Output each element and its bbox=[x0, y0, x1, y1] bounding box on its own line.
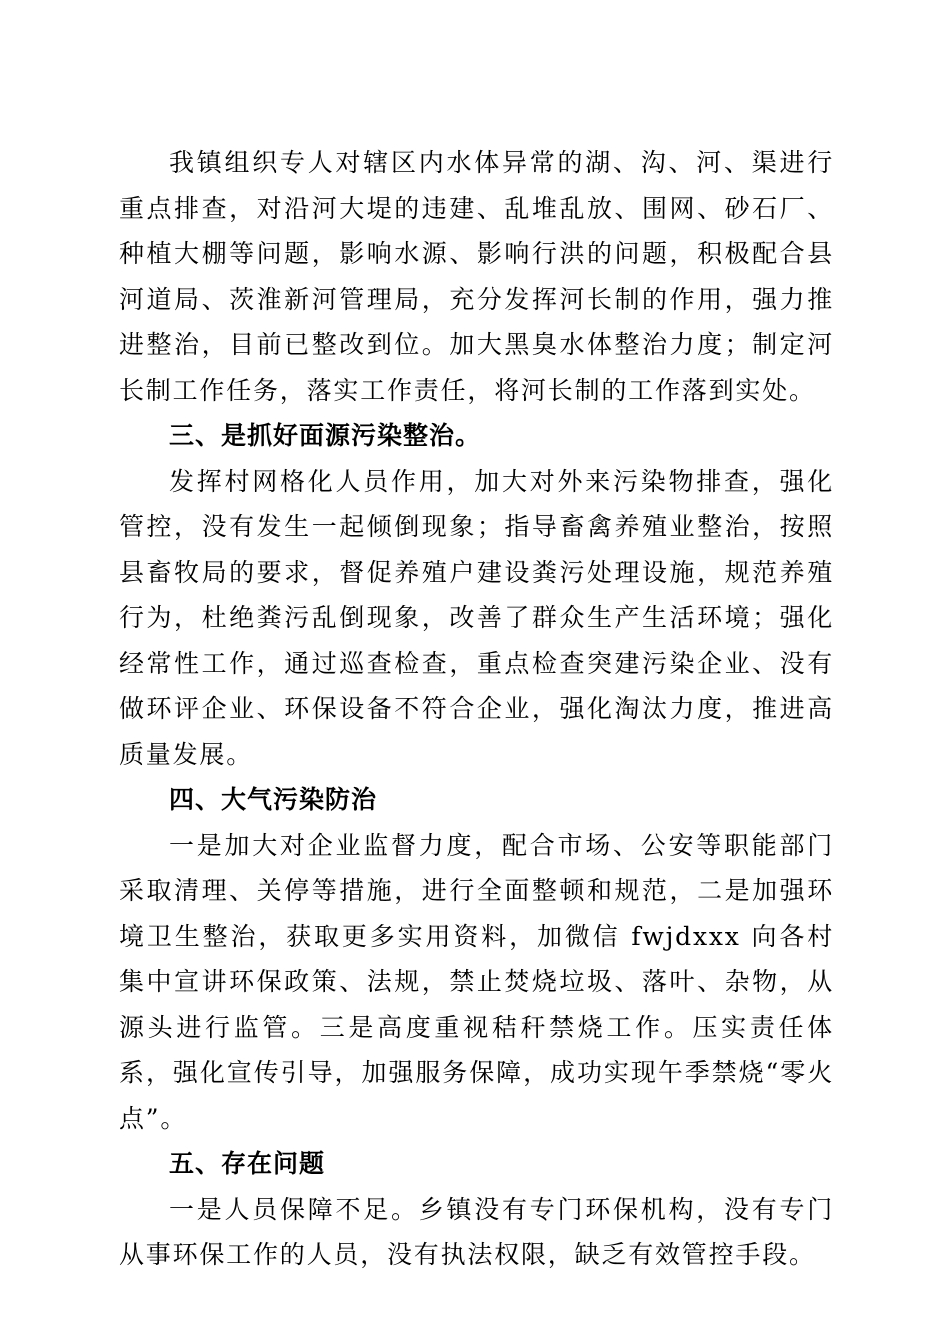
paragraph-river-chief-rectification: 我镇组织专人对辖区内水体异常的湖、沟、河、渠进行重点排查，对沿河大堤的违建、乱堆乱放、围网、砂石厂、种植大棚等问题，影响水源、影响行洪的问题，积极配合县河道局、茨淮新河管理局，充分发挥河长制的作用，强力推进整治，目前已整改到位。加大黑臭水体整治力度；制定河长制工作任务，落实工作责任，将河长制的工作落到实处。 bbox=[119, 148, 834, 405]
heading-section-five: 五、存在问题 bbox=[169, 1149, 326, 1178]
paragraph-air-pollution-prevention: 一是加大对企业监督力度，配合市场、公安等职能部门采取清理、关停等措施，进行全面整顿和规范，二是加强环境卫生整治，获取更多实用资料，加微信 fwjdxxx 向各村集中宣讲环保政策、法规，禁止焚烧垃圾、落叶、杂物，从源头进行监管。三是高度重视秸秆禁烧工作。压实责任体系，强化宣传引导，加强服务保障，成功实现午季禁烧“零火点”。 bbox=[119, 830, 834, 1133]
paragraph-non-point-source-pollution: 发挥村网格化人员作用，加大对外来污染物排查，强化管控，没有发生一起倾倒现象；指导畜禽养殖业整治，按照县畜牧局的要求，督促养殖户建设粪污处理设施，规范养殖行为，杜绝粪污乱倒现象，改善了群众生产生活环境；强化经常性工作，通过巡查检查，重点检查突建污染企业、没有做环评企业、环保设备不符合企业，强化淘汰力度，推进高质量发展。 bbox=[119, 466, 834, 769]
heading-section-three: 三、是抓好面源污染整治。 bbox=[169, 421, 482, 450]
paragraph-existing-problems: 一是人员保障不足。乡镇没有专门环保机构，没有专门从事环保工作的人员，没有执法权限，缺乏有效管控手段。 bbox=[119, 1194, 834, 1269]
heading-section-four: 四、大气污染防治 bbox=[169, 785, 378, 814]
document-body bbox=[119, 140, 834, 1278]
